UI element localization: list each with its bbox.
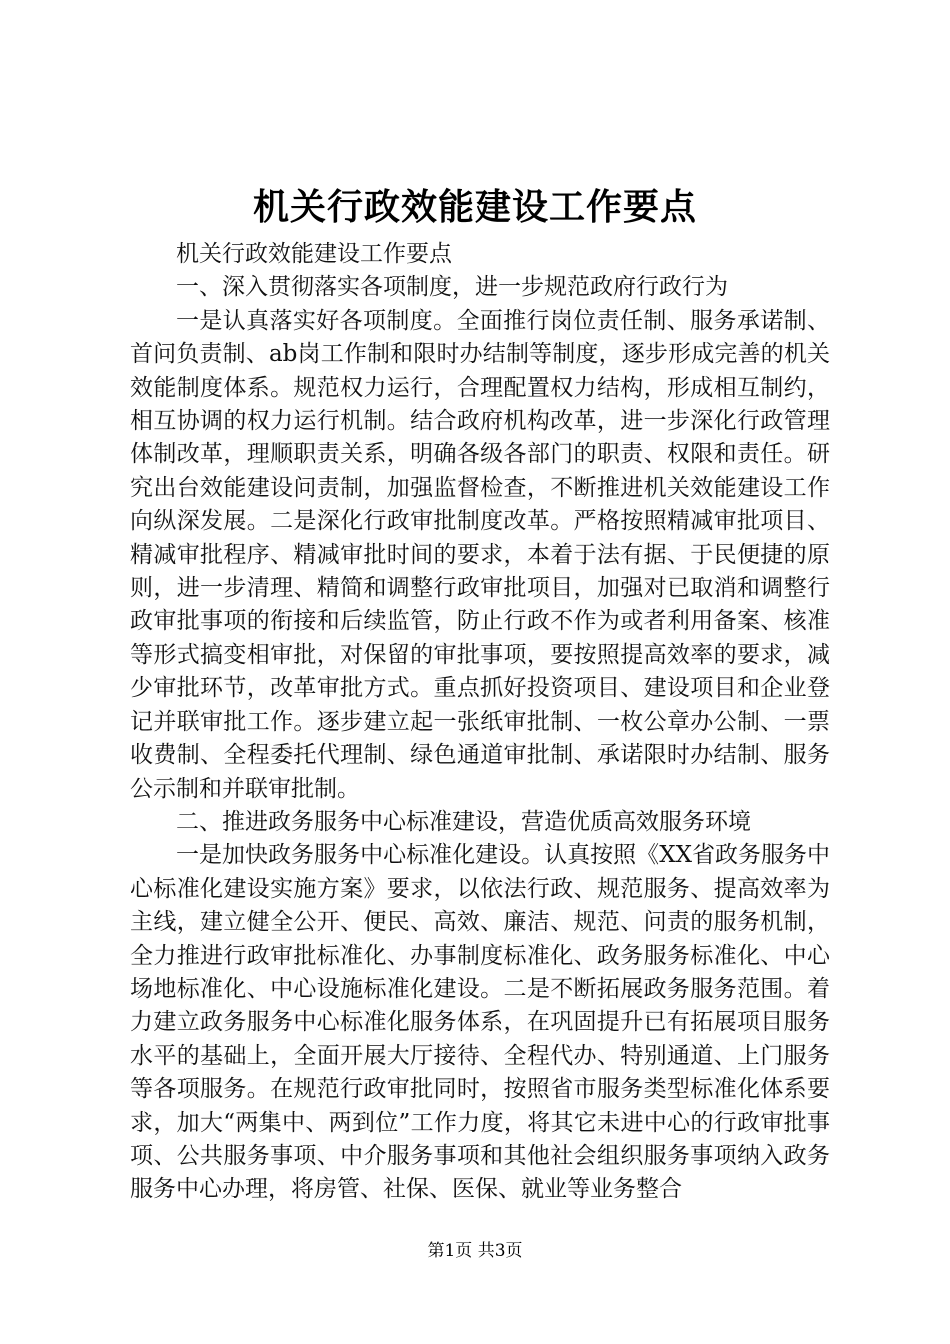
document-title: 机关行政效能建设工作要点 — [252, 186, 697, 228]
page-footer: 第1页 共3页 — [427, 1241, 523, 1261]
paragraph-section-1: 一是认真落实好各项制度。全面推行岗位责任制、服务承诺制、首问负责制、ab岗工作制和限时办结制等制度，逐步形成完善的机关效能制度体系。规范权力运行，合理配置权力结构，形成相互制约，相互协调的权力运行机制。结合政府机构改革，进一步深化行政管理体制改革，理顺职责关系，明确各级各部门的职责、权限和责任。研究出台效能建设问责制，加强监督检查，不断推进机关效能建设工作向纵深发展。二是深化行政审批制度改革。严格按照精减审批项目、精减审批程序、精减审批时间的要求，本着于法有据、于民便捷的原则，进一步清理、精简和调整行政审批项目，加强对已取消和调整行政审批事项的衔接和后续监管，防止行政不作为或者利用备案、核准等形式搞变相审批，对保留的审批事项，要按照提高效率的要求，减少审批环节，改革审批方式。重点抓好投资项目、建设项目和企业登记并联审批工作。逐步建立起一张纸审批制、一枚公章办公制、一票收费制、全程委托代理制、绿色通道审批制、承诺限时办结制、服务公示制和并联审批制。 — [130, 307, 830, 802]
paragraph-section-2: 一是加快政务服务中心标准化建设。认真按照《XX省政务服务中心标准化建设实施方案》要求，以依法行政、规范服务、提高效率为主线，建立健全公开、便民、高效、廉洁、规范、问责的服务机制，全力推进行政审批标准化、办事制度标准化、政务服务标准化、中心场地标准化、中心设施标准化建设。二是不断拓展政务服务范围。着力建立政务服务中心标准化服务体系，在巩固提升已有拓展项目服务水平的基础上，全面开展大厅接待、全程代办、特别通道、上门服务等各项服务。在规范行政审批同时，按照省市服务类型标准化体系要求，加大“两集中、两到位”工作力度，将其它未进中心的行政审批事项、公共服务事项、中介服务事项和其他社会组织服务事项纳入政务服务中心办理，将房管、社保、医保、就业等业务整合 — [130, 842, 830, 1203]
paragraph-heading-repeat: 机关行政效能建设工作要点 — [176, 241, 452, 267]
document-body — [130, 238, 830, 1207]
section-heading-1: 一、深入贯彻落实各项制度，进一步规范政府行政行为 — [176, 274, 728, 301]
section-heading-2: 二、推进政务服务中心标准建设，营造优质高效服务环境 — [176, 808, 751, 835]
